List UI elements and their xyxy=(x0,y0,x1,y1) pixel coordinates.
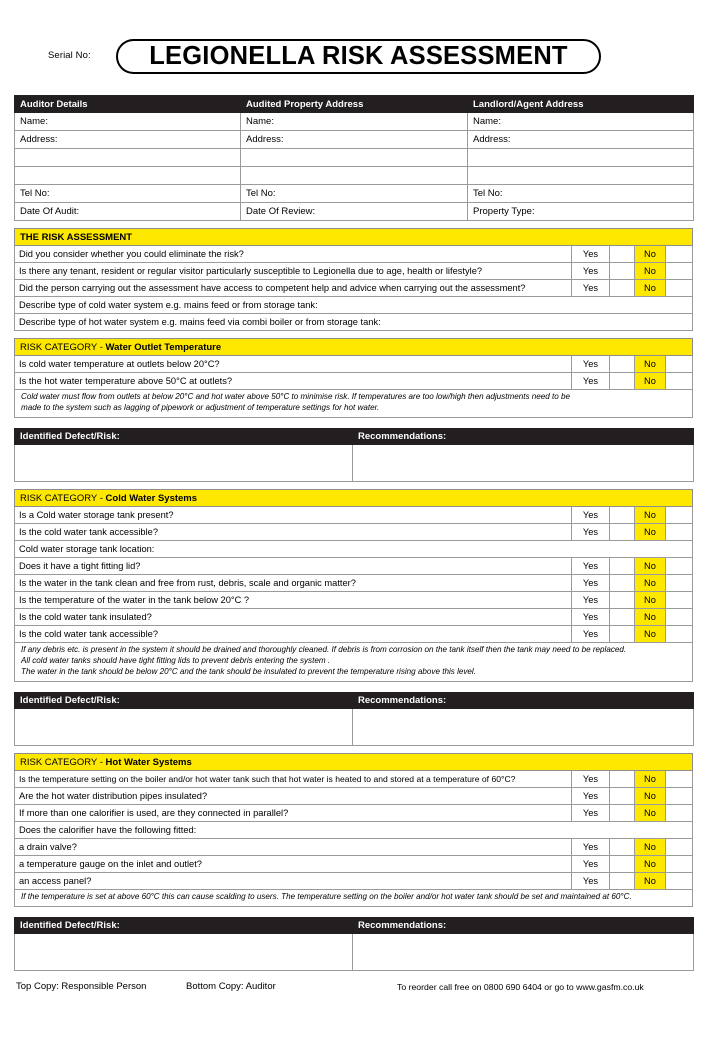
question-row xyxy=(15,855,693,872)
details-blank-field[interactable] xyxy=(468,149,694,167)
title-area xyxy=(14,38,693,90)
question-text: Is cold water temperature at outlets below 20°C? xyxy=(15,356,572,373)
details-blank-field[interactable] xyxy=(468,167,694,185)
section-band-name: Hot Water Systems xyxy=(105,756,192,768)
section-band-prefix: RISK CATEGORY - xyxy=(20,756,106,768)
no-checkbox-cell[interactable] xyxy=(665,373,692,390)
question-row xyxy=(15,804,693,821)
details-header-row xyxy=(15,96,694,113)
yes-checkbox-cell[interactable] xyxy=(610,523,635,540)
no-checkbox-cell[interactable] xyxy=(666,557,693,574)
question-row xyxy=(15,557,693,574)
question-row xyxy=(15,280,693,297)
note-line: Cold water must flow from outlets at below 20°C and hot water above 50°C to minimise risk. If temperatures are too low/high then adjustments need to be xyxy=(21,392,571,401)
question-row xyxy=(15,297,693,314)
section-notes xyxy=(15,642,693,681)
details-column-header: Audited Property Address xyxy=(241,96,468,113)
details-field-label[interactable]: Date Of Audit: xyxy=(15,203,241,221)
yes-checkbox-cell[interactable] xyxy=(609,263,634,280)
defect-body-row xyxy=(15,933,694,970)
question-text: Is the water in the tank clean and free from rust, debris, scale and organic matter? xyxy=(15,574,572,591)
no-checkbox-cell[interactable] xyxy=(666,523,693,540)
yes-checkbox-cell[interactable] xyxy=(610,591,635,608)
no-label: No xyxy=(635,557,666,574)
question-text: Is the cold water tank accessible? xyxy=(15,625,572,642)
title-banner xyxy=(116,39,601,74)
details-row xyxy=(15,185,694,203)
yes-label: Yes xyxy=(572,523,610,540)
yes-label: Yes xyxy=(571,804,609,821)
defect-header: Identified Defect/Risk: xyxy=(15,917,353,933)
defect-header-row xyxy=(15,917,694,933)
section-band xyxy=(15,339,693,356)
risk-section-table xyxy=(14,338,693,418)
recommendations-input-area[interactable] xyxy=(353,933,694,970)
page-footer xyxy=(14,981,693,999)
no-checkbox-cell[interactable] xyxy=(665,356,692,373)
no-checkbox-cell[interactable] xyxy=(666,625,693,642)
recommendations-header: Recommendations: xyxy=(353,428,694,444)
yes-label: Yes xyxy=(571,373,609,390)
no-label: No xyxy=(634,770,665,787)
question-text: Is the cold water tank insulated? xyxy=(15,608,572,625)
question-text: Is the temperature of the water in the tank below 20°C ? xyxy=(15,591,572,608)
details-row xyxy=(15,203,694,221)
yes-checkbox-cell[interactable] xyxy=(609,280,634,297)
yes-label: Yes xyxy=(571,787,609,804)
defect-header: Identified Defect/Risk: xyxy=(15,692,353,708)
defect-header-row xyxy=(15,692,694,708)
defect-recommendations-table xyxy=(14,428,694,482)
document-page xyxy=(0,38,707,1038)
section-band xyxy=(15,489,693,506)
question-row xyxy=(15,821,693,838)
defect-recommendations-table xyxy=(14,692,694,746)
yes-checkbox-cell[interactable] xyxy=(610,608,635,625)
yes-label: Yes xyxy=(572,608,610,625)
question-row xyxy=(15,263,693,280)
details-blank-field[interactable] xyxy=(241,149,468,167)
no-label: No xyxy=(635,506,666,523)
question-row xyxy=(15,314,693,331)
no-label: No xyxy=(634,804,665,821)
defect-input-area[interactable] xyxy=(15,933,353,970)
note-line: If any debris etc. is present in the system it should be drained and thoroughly cleaned. If debris is from corrosion on the tank itself then the tank may need to be replaced. xyxy=(21,644,627,654)
question-text: If more than one calorifier is used, are they connected in parallel? xyxy=(15,804,572,821)
question-row xyxy=(15,506,693,523)
no-label: No xyxy=(634,356,665,373)
yes-label: Yes xyxy=(571,356,609,373)
section-notes-row xyxy=(15,889,693,906)
details-row xyxy=(15,131,694,149)
question-row xyxy=(15,523,693,540)
recommendations-header: Recommendations: xyxy=(353,917,694,933)
yes-label: Yes xyxy=(571,855,609,872)
question-row xyxy=(15,787,693,804)
details-field-label[interactable]: Address: xyxy=(15,131,241,149)
section-band xyxy=(15,229,693,246)
no-label: No xyxy=(635,574,666,591)
question-row xyxy=(15,591,693,608)
question-text: Are the hot water distribution pipes insulated? xyxy=(15,787,572,804)
yes-label: Yes xyxy=(571,838,609,855)
recommendations-input-area[interactable] xyxy=(353,444,694,481)
yes-checkbox-cell[interactable] xyxy=(610,574,635,591)
question-row xyxy=(15,574,693,591)
question-row xyxy=(15,625,693,642)
no-checkbox-cell[interactable] xyxy=(665,855,692,872)
question-text: Is a Cold water storage tank present? xyxy=(15,506,572,523)
note-line: If the temperature is set at above 60°C this can cause scalding to users. The temperature setting on the boiler and/or hot water tank should be set and maintained at 60°C. xyxy=(21,891,632,901)
yes-label: Yes xyxy=(572,574,610,591)
defect-body-row xyxy=(15,708,694,745)
defect-input-area[interactable] xyxy=(15,708,353,745)
section-notes-row xyxy=(15,390,693,418)
yes-checkbox-cell[interactable] xyxy=(610,625,635,642)
details-field-label[interactable]: Tel No: xyxy=(241,185,468,203)
question-text: Is the temperature setting on the boiler and/or hot water tank such that hot water is heated to and stored at a temperature of 60°C? xyxy=(15,770,572,787)
details-blank-field[interactable] xyxy=(15,167,241,185)
defect-body-row xyxy=(15,444,694,481)
page-title: LEGIONELLA RISK ASSESSMENT xyxy=(149,41,568,70)
no-label: No xyxy=(634,263,665,280)
yes-checkbox-cell[interactable] xyxy=(609,246,634,263)
no-label: No xyxy=(635,608,666,625)
free-text-field-label[interactable]: Cold water storage tank location: xyxy=(15,540,693,557)
details-field-label[interactable]: Date Of Review: xyxy=(241,203,468,221)
section-band-name: Cold Water Systems xyxy=(105,492,198,504)
section-notes xyxy=(15,390,693,418)
risk-section-table xyxy=(14,753,693,907)
no-label: No xyxy=(635,523,666,540)
note-line: made to the system such as lagging of pipework or adjustment of temperature settings for hot water. xyxy=(21,402,380,412)
question-text: an access panel? xyxy=(15,872,572,889)
section-notes xyxy=(15,889,693,906)
no-checkbox-cell[interactable] xyxy=(665,872,692,889)
question-text: Did you consider whether you could eliminate the risk? xyxy=(15,246,572,263)
section-band-title: THE RISK ASSESSMENT xyxy=(20,232,133,243)
no-checkbox-cell[interactable] xyxy=(666,591,693,608)
section-band-row xyxy=(15,753,693,770)
details-table xyxy=(14,95,694,221)
section-band xyxy=(15,753,693,770)
no-label: No xyxy=(634,373,665,390)
note-line: All cold water tanks should have tight fitting lids to prevent debris entering the system . xyxy=(21,655,331,665)
details-blank-field[interactable] xyxy=(15,149,241,167)
no-checkbox-cell[interactable] xyxy=(665,787,692,804)
yes-label: Yes xyxy=(572,591,610,608)
footer-reorder: To reorder call free on 0800 690 6404 or go to www.gasfm.co.uk xyxy=(397,981,644,992)
section-band-row xyxy=(15,489,693,506)
yes-label: Yes xyxy=(572,625,610,642)
yes-checkbox-cell[interactable] xyxy=(609,770,634,787)
section-band-row xyxy=(15,229,693,246)
question-text: a temperature gauge on the inlet and outlet? xyxy=(15,855,572,872)
yes-label: Yes xyxy=(572,557,610,574)
question-row xyxy=(15,872,693,889)
defect-header-row xyxy=(15,428,694,444)
section-band-prefix: RISK CATEGORY - xyxy=(20,342,106,353)
yes-checkbox-cell[interactable] xyxy=(609,373,634,390)
details-field-label[interactable]: Tel No: xyxy=(468,185,694,203)
no-label: No xyxy=(634,787,665,804)
no-checkbox-cell[interactable] xyxy=(666,506,693,523)
no-checkbox-cell[interactable] xyxy=(666,574,693,591)
defect-input-area[interactable] xyxy=(15,444,353,481)
question-text: a drain valve? xyxy=(15,838,572,855)
details-column-header: Landlord/Agent Address xyxy=(468,96,694,113)
no-checkbox-cell[interactable] xyxy=(665,770,692,787)
question-row xyxy=(15,356,693,373)
yes-label: Yes xyxy=(571,263,609,280)
recommendations-header: Recommendations: xyxy=(353,692,694,708)
risk-section-table xyxy=(14,228,693,331)
no-label: No xyxy=(635,591,666,608)
question-row xyxy=(15,373,693,390)
free-text-field-label[interactable]: Does the calorifier have the following fitted: xyxy=(15,821,693,838)
no-label: No xyxy=(634,246,665,263)
details-blank-field[interactable] xyxy=(241,167,468,185)
no-checkbox-cell[interactable] xyxy=(665,246,692,263)
yes-label: Yes xyxy=(571,770,609,787)
free-text-field-label[interactable]: Describe type of hot water system e.g. mains feed via combi boiler or from storage tank: xyxy=(15,314,693,331)
question-row xyxy=(15,608,693,625)
no-checkbox-cell[interactable] xyxy=(665,838,692,855)
no-checkbox-cell[interactable] xyxy=(665,280,692,297)
yes-checkbox-cell[interactable] xyxy=(609,356,634,373)
details-row xyxy=(15,167,694,185)
question-row xyxy=(15,838,693,855)
no-label: No xyxy=(635,625,666,642)
no-checkbox-cell[interactable] xyxy=(665,804,692,821)
footer-bottom-copy: Bottom Copy: Auditor xyxy=(186,980,276,992)
question-text: Does it have a tight fitting lid? xyxy=(15,557,572,574)
question-text: Did the person carrying out the assessment have access to competent help and advice when carrying out the assessment? xyxy=(15,280,572,297)
yes-label: Yes xyxy=(571,246,609,263)
question-row xyxy=(15,540,693,557)
question-text: Is there any tenant, resident or regular visitor particularly susceptible to Legionella due to age, health or lifestyle? xyxy=(15,263,572,280)
yes-checkbox-cell[interactable] xyxy=(610,506,635,523)
details-row xyxy=(15,113,694,131)
no-label: No xyxy=(634,838,665,855)
no-label: No xyxy=(634,855,665,872)
section-notes-row xyxy=(15,642,693,681)
question-row xyxy=(15,770,693,787)
yes-checkbox-cell[interactable] xyxy=(609,855,634,872)
no-checkbox-cell[interactable] xyxy=(665,263,692,280)
no-label: No xyxy=(634,280,665,297)
yes-checkbox-cell[interactable] xyxy=(609,838,634,855)
footer-top-copy: Top Copy: Responsible Person xyxy=(16,980,147,992)
risk-section-table xyxy=(14,489,693,682)
details-field-label[interactable]: Address: xyxy=(468,131,694,149)
defect-header: Identified Defect/Risk: xyxy=(15,428,353,444)
no-checkbox-cell[interactable] xyxy=(666,608,693,625)
sections-container xyxy=(14,228,693,971)
details-column-header: Auditor Details xyxy=(15,96,241,113)
question-text: Is the hot water temperature above 50°C at outlets? xyxy=(15,373,572,390)
yes-checkbox-cell[interactable] xyxy=(609,872,634,889)
question-row xyxy=(15,246,693,263)
details-field-label[interactable]: Property Type: xyxy=(468,203,694,221)
section-band-prefix: RISK CATEGORY - xyxy=(20,492,106,504)
serial-no-label: Serial No: xyxy=(48,50,91,61)
yes-checkbox-cell[interactable] xyxy=(609,804,634,821)
free-text-field-label[interactable]: Describe type of cold water system e.g. mains feed or from storage tank: xyxy=(15,297,693,314)
yes-checkbox-cell[interactable] xyxy=(609,787,634,804)
question-text: Is the cold water tank accessible? xyxy=(15,523,572,540)
details-field-label[interactable]: Name: xyxy=(468,113,694,131)
yes-checkbox-cell[interactable] xyxy=(610,557,635,574)
details-field-label[interactable]: Name: xyxy=(15,113,241,131)
section-band-row xyxy=(15,339,693,356)
recommendations-input-area[interactable] xyxy=(353,708,694,745)
yes-label: Yes xyxy=(571,872,609,889)
details-field-label[interactable]: Tel No: xyxy=(15,185,241,203)
yes-label: Yes xyxy=(572,506,610,523)
details-field-label[interactable]: Address: xyxy=(241,131,468,149)
section-band-name: Water Outlet Temperature xyxy=(105,342,222,353)
details-field-label[interactable]: Name: xyxy=(241,113,468,131)
no-label: No xyxy=(634,872,665,889)
yes-label: Yes xyxy=(571,280,609,297)
details-row xyxy=(15,149,694,167)
note-line: The water in the tank should be below 20°C and the tank should be insulated to prevent the temperature rising above this level. xyxy=(21,666,476,676)
defect-recommendations-table xyxy=(14,917,694,971)
